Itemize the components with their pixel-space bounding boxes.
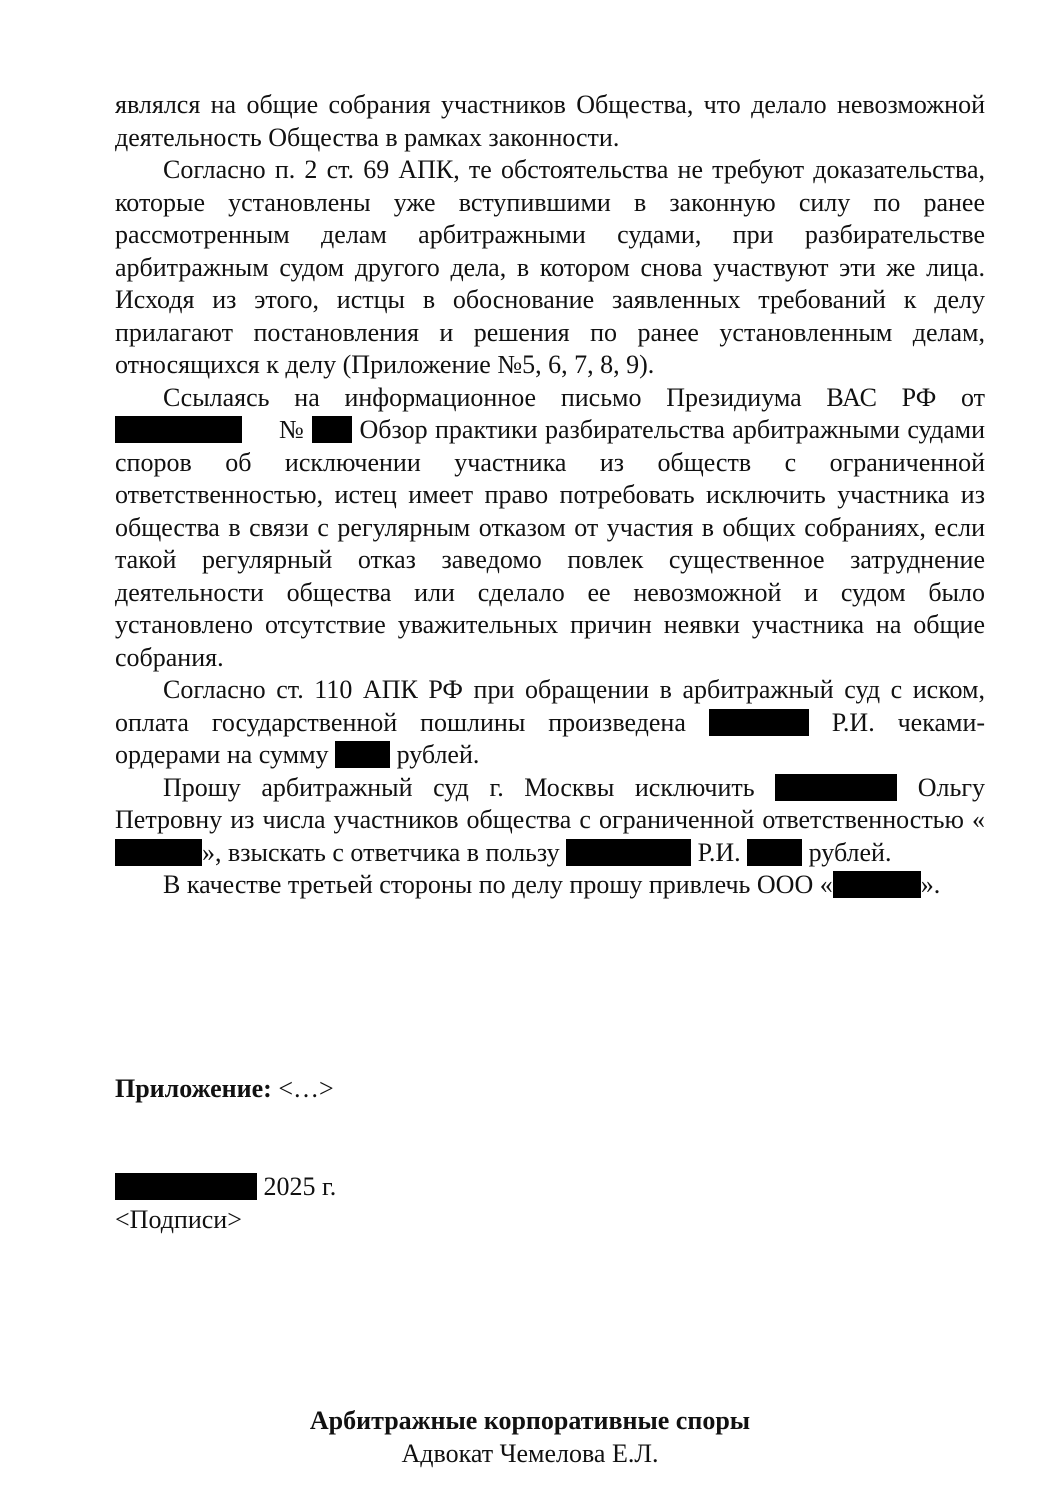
paragraph-5-text-e: рублей. (808, 837, 892, 867)
paragraph-2 (115, 154, 985, 382)
paragraph-1-text: являлся на общие собрания участников Общества, что делало невозможной деятельность Общества в рамках законности. (115, 90, 985, 152)
paragraph-1 (115, 89, 985, 154)
paragraph-5-text-b: Ольгу Петровну из числа участников общества с ограниченной ответственностью « (115, 772, 986, 834)
paragraph-2-text: Согласно п. 2 ст. 69 АПК, те обстоятельства не требуют доказательства, которые установлены уже вступившими в законную силу по ранее рассмотренным делам арбитражными судами, при разбирательстве арбитражным судом другого дела, в котором снова участвуют эти же лица. Исходя из этого, истцы в обоснование заявленных требований к делу прилагают постановления и решения по ранее установленным делам, относящихся к делу (Приложение №5, 6, 7, 8, 9). (115, 155, 985, 379)
redaction-letter-number (312, 416, 352, 443)
paragraph-6 (115, 869, 985, 902)
paragraph-4-text-b: Р.И. чеками-ордерами на сумму (115, 707, 986, 769)
date-year: 2025 г. (257, 1172, 337, 1201)
paragraph-5-text-a: Прошу арбитражный суд г. Москвы исключить (163, 772, 755, 802)
paragraph-5 (115, 772, 985, 870)
appendix-line (115, 1073, 334, 1106)
redaction-date-day-month (115, 1173, 257, 1200)
number-sign: № (278, 415, 305, 444)
paragraph-6-text-a: В качестве третьей стороны по делу прошу привлечь ООО « (163, 870, 833, 899)
footer (0, 1404, 1060, 1470)
paragraph-3-text-a: Ссылаясь на информационное письмо Президиума ВАС РФ от (163, 382, 985, 412)
redaction-claim-amount (747, 839, 802, 866)
appendix-value: <…> (271, 1074, 334, 1103)
paragraph-5-text-c: », взыскать с ответчика в пользу (202, 837, 560, 867)
paragraph-5-text-d: Р.И. (697, 837, 741, 867)
paragraph-6-text-b: ». (920, 870, 941, 899)
redaction-date (115, 416, 242, 443)
redaction-defendant-surname (775, 774, 897, 801)
paragraph-4-text-c: рублей. (396, 740, 480, 769)
signatures-placeholder: <Подписи> (115, 1205, 242, 1234)
redaction-company-name (115, 839, 202, 866)
footer-title: Арбитражные корпоративные споры (309, 1406, 751, 1435)
redaction-payer-name (709, 709, 809, 736)
appendix-label: Приложение: (115, 1074, 272, 1103)
footer-author: Адвокат Чемелова Е.Л. (401, 1439, 659, 1468)
redaction-third-party-name (833, 871, 921, 898)
date-signature-block (115, 1170, 336, 1236)
redaction-fee-amount (335, 741, 390, 768)
document-body (115, 89, 985, 902)
redaction-plaintiff-surname (566, 839, 691, 866)
paragraph-3 (115, 382, 985, 675)
date-line (115, 1170, 336, 1203)
paragraph-4 (115, 674, 985, 772)
paragraph-4-text-a: Согласно ст. 110 АПК РФ при обращении в арбитражный суд с иском, оплата государственной пошлины произведена (115, 675, 985, 737)
paragraph-3-text-b: Обзор практики разбирательства арбитражными судами споров об исключении участника из обществ с ограниченной ответственностью, истец имеет право потребовать исключить участника из общества в связи с регулярным отказом от участия в общих собраниях, если такой регулярный отказ заведомо повлек существенное затруднение деятельности общества или сделало ее невозможной и судом было установлено отсутствие уважительных причин неявки участника на общие собрания. (115, 415, 986, 672)
